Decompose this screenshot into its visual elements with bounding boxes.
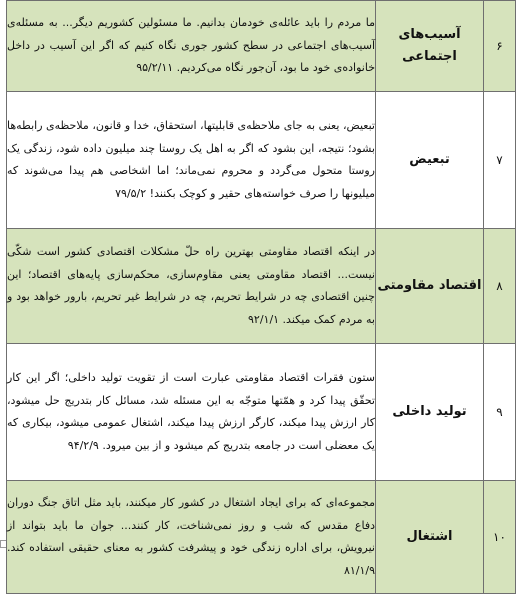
topics-table — [6, 0, 516, 594]
row-text: مجموعه‌ای که برای ایجاد اشتغال در کشور کار میکنند، باید مثل اتاق جنگ دوران دفاع مقدس که شب و روز نمی‌شناخت، کار کنند... جوان ما باید بتواند از نیرویش، برای اداره زندگی خود و پیشرفت کشور به معنای حقیقی استفاده کند. ۸۱/۱/۹ — [7, 481, 376, 594]
table-row — [7, 229, 516, 344]
row-text: ستون فقرات اقتصاد مقاومتی عبارت است از تقویت تولید داخلی؛ اگر این کار تحقّق پیدا کرد و همّتها متوجّه به این مسئله شد، مسائل کار بتدریج حل میشود، کار ارزش پیدا میکند، کارگر ارزش پیدا میکند، اشتغال عمومی میشود، بیکاری که یک معضلی است در جامعه بتدریج کم میشود و از بین میرود. ۹۴/۲/۹ — [7, 344, 376, 481]
table-row — [7, 1, 516, 92]
row-topic: آسیب‌های اجتماعی — [376, 1, 484, 92]
row-number: ۸ — [484, 229, 516, 344]
row-number: ۶ — [484, 1, 516, 92]
row-number: ۷ — [484, 92, 516, 229]
row-text: در اینکه اقتصاد مقاومتی بهترین راه حلّ مشکلات اقتصادی کشور است شکّی نیست... اقتصاد مقاومتی یعنی مقاوم‌سازی، محکم‌سازی پایه‌های اقتصاد؛ این چنین اقتصادی چه در شرایط تحریم، چه در شرایط غیر تحریم، بارور خواهد بود و به مردم کمک میکند. ۹۲/۱/۱ — [7, 229, 376, 344]
row-text: ما مردم را باید عائله‌ی خودمان بدانیم. ما مسئولین کشوریم دیگر... به مسئله‌ی آسیب‌های اجتماعی در سطح کشور جوری نگاه کنیم که اگر این آسیب در داخل خانواده‌ی خود ما بود، آن‌جور نگاه می‌کردیم. ۹۵/۲/۱۱ — [7, 1, 376, 92]
table-row — [7, 92, 516, 229]
row-topic: اقتصاد مقاومتی — [376, 229, 484, 344]
row-topic: تولید داخلی — [376, 344, 484, 481]
row-text: تبعیض، یعنی به جای ملاحظه‌ی قابلیتها، استحقاق، خدا و قانون، ملاحظه‌ی رابطه‌ها بشود؛ نتیجه، این بشود که اگر به اهل یک روستا چند میلیون داده شود، زندگی یک روستا متحول می‌گردد و محروم نمی‌ماند؛ اما اشخاصی هم پیدا می‌شوند که میلیونها را صرف خواسته‌های حقیر و کوچک بکنند! ۷۹/۵/۲ — [7, 92, 376, 229]
table-row — [7, 344, 516, 481]
row-number: ۹ — [484, 344, 516, 481]
row-topic: اشتغال — [376, 481, 484, 594]
row-topic: تبعیض — [376, 92, 484, 229]
table-row — [7, 481, 516, 594]
row-number: ۱۰ — [484, 481, 516, 594]
